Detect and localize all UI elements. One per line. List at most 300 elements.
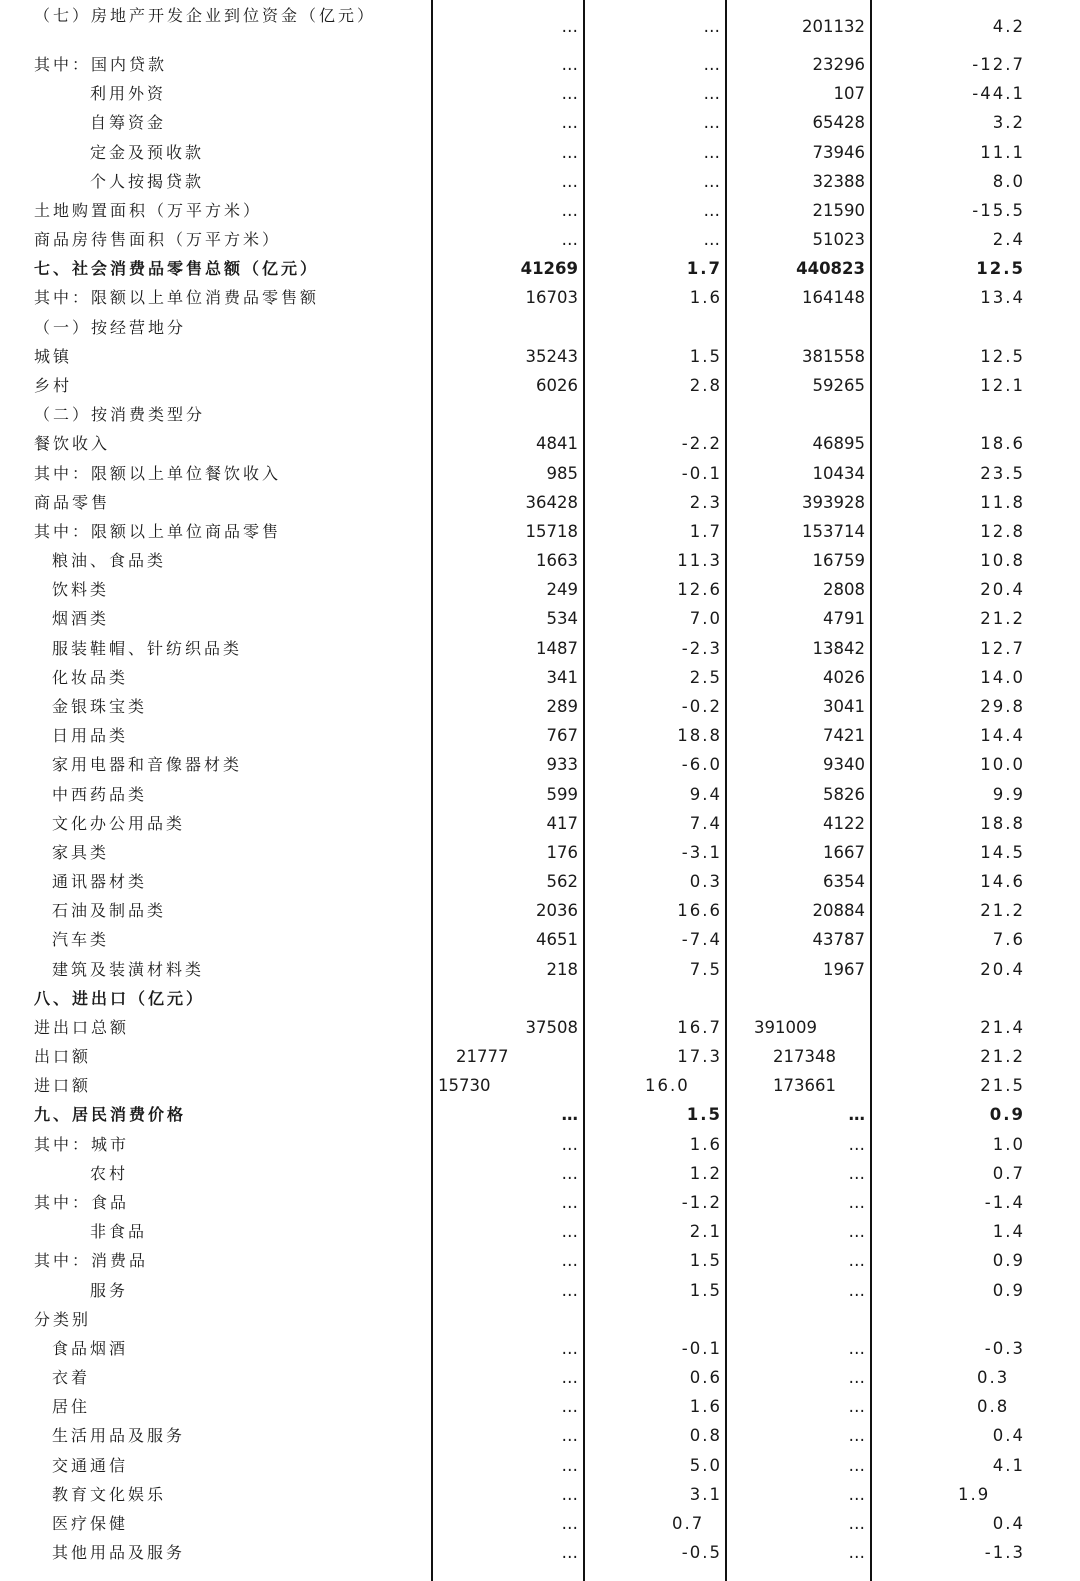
value-cumulative: 201132: [802, 17, 865, 36]
value-cumulative: 1967: [823, 959, 865, 979]
value-cumulative: 32388: [812, 171, 865, 191]
growth-cumulative: 0.9: [992, 1251, 1025, 1271]
value-current-month: 4651: [536, 930, 578, 950]
table-row: [0, 1451, 1080, 1480]
growth-current-month: 1.6: [689, 1134, 722, 1154]
value-cumulative: 3041: [823, 696, 865, 716]
value-current-month: 417: [546, 813, 578, 833]
row-label: 非食品: [90, 1222, 148, 1242]
row-label: 进口额: [34, 1076, 92, 1096]
growth-current-month: -2.3: [681, 638, 722, 658]
value-cumulative: …: [848, 1455, 865, 1475]
table-row: [0, 750, 1080, 779]
row-label: 其中：食品: [34, 1193, 130, 1213]
value-cumulative: 173661: [773, 1076, 836, 1096]
value-current-month: 16703: [525, 288, 578, 308]
growth-cumulative: 8.0: [992, 171, 1025, 191]
growth-current-month: 1.5: [686, 1105, 722, 1125]
growth-current-month: …: [703, 230, 722, 250]
table-row: [0, 721, 1080, 750]
growth-current-month: -0.1: [681, 1338, 722, 1358]
growth-current-month: -0.1: [681, 463, 722, 483]
row-label: 烟酒类: [52, 609, 110, 629]
row-label: 商品房待售面积（万平方米）: [34, 230, 282, 250]
row-label: 九、居民消费价格: [34, 1105, 187, 1125]
row-label: 出口额: [34, 1047, 92, 1067]
row-label: 家用电器和音像器材类: [52, 755, 243, 775]
growth-cumulative: -1.4: [984, 1193, 1025, 1213]
table-row: [0, 1188, 1080, 1217]
row-label: 其他用品及服务: [52, 1543, 186, 1563]
row-label: 家具类: [52, 842, 110, 862]
row-label: 粮油、食品类: [52, 551, 167, 571]
value-cumulative: …: [848, 1163, 865, 1183]
value-current-month: …: [561, 1368, 578, 1388]
row-label: 餐饮收入: [34, 434, 111, 454]
growth-current-month: 1.6: [689, 288, 722, 308]
value-current-month: …: [561, 113, 578, 133]
value-cumulative: 1667: [823, 842, 865, 862]
value-current-month: 534: [546, 609, 578, 629]
row-label: 服装鞋帽、针纺织品类: [52, 638, 243, 658]
value-cumulative: …: [848, 1251, 865, 1271]
growth-cumulative: 10.8: [980, 551, 1025, 571]
growth-current-month: 2.8: [689, 375, 722, 395]
value-cumulative: 153714: [802, 521, 865, 541]
growth-cumulative: [885, 400, 1025, 429]
row-label: 农村: [90, 1163, 129, 1183]
table-row: [0, 167, 1080, 196]
value-cumulative: 4122: [823, 813, 865, 833]
table-row: [0, 1480, 1080, 1509]
row-label: 金银珠宝类: [52, 696, 148, 716]
value-current-month: 218: [546, 959, 578, 979]
table-row: [0, 604, 1080, 633]
growth-cumulative: -15.5: [972, 200, 1025, 220]
value-current-month: …: [561, 1338, 578, 1358]
table-row: [0, 838, 1080, 867]
row-label: 交通通信: [52, 1455, 129, 1475]
growth-cumulative: 23.5: [980, 463, 1025, 483]
value-cumulative: 107: [833, 84, 865, 104]
value-current-month: 35243: [525, 346, 578, 366]
table-row: [0, 1013, 1080, 1042]
value-current-month: [438, 1305, 578, 1334]
value-current-month: 341: [546, 667, 578, 687]
growth-current-month: [592, 400, 722, 429]
value-current-month: 1487: [536, 638, 578, 658]
growth-cumulative: -44.1: [972, 84, 1025, 104]
growth-current-month: -7.4: [681, 930, 722, 950]
table-row: [0, 400, 1080, 429]
value-cumulative: …: [848, 1105, 865, 1125]
row-label: 其中：限额以上单位商品零售: [34, 521, 282, 541]
row-label: 其中：国内贷款: [34, 55, 168, 74]
growth-cumulative: 21.5: [980, 1076, 1025, 1096]
row-label: 其中：消费品: [34, 1251, 149, 1271]
growth-current-month: [592, 1305, 722, 1334]
growth-cumulative: 21.2: [980, 1047, 1025, 1067]
growth-cumulative: 4.2: [992, 17, 1025, 36]
table-row: [0, 517, 1080, 546]
value-current-month: [438, 984, 578, 1013]
value-current-month: …: [561, 1426, 578, 1446]
value-cumulative: 2808: [823, 580, 865, 600]
value-cumulative: 23296: [812, 55, 865, 74]
table-row: [0, 1276, 1080, 1305]
value-current-month: 562: [546, 872, 578, 892]
growth-cumulative: 9.9: [992, 784, 1025, 804]
value-current-month: …: [561, 171, 578, 191]
growth-current-month: 18.8: [677, 726, 722, 746]
row-label: 七、社会消费品零售总额（亿元）: [34, 259, 320, 279]
table-row: [0, 225, 1080, 254]
growth-cumulative: 0.9: [992, 1280, 1025, 1300]
table-row: [0, 488, 1080, 517]
value-current-month: …: [561, 1222, 578, 1242]
value-cumulative: 440823: [796, 259, 865, 279]
growth-current-month: 9.4: [689, 784, 722, 804]
value-cumulative: [735, 1305, 865, 1334]
growth-current-month: 12.6: [677, 580, 722, 600]
value-cumulative: 7421: [823, 726, 865, 746]
value-current-month: 15730: [438, 1076, 491, 1096]
growth-current-month: -0.2: [681, 696, 722, 716]
growth-current-month: 0.8: [689, 1426, 722, 1446]
value-current-month: 767: [546, 726, 578, 746]
growth-cumulative: -12.7: [972, 55, 1025, 74]
growth-cumulative: 1.0: [992, 1134, 1025, 1154]
value-cumulative: 9340: [823, 755, 865, 775]
value-cumulative: 6354: [823, 872, 865, 892]
value-cumulative: …: [848, 1543, 865, 1563]
row-label: 文化办公用品类: [52, 813, 186, 833]
growth-current-month: 1.2: [689, 1163, 722, 1183]
value-current-month: …: [561, 142, 578, 162]
row-label: 乡村: [34, 375, 73, 395]
row-label: 生活用品及服务: [52, 1426, 186, 1446]
growth-cumulative: 20.4: [980, 959, 1025, 979]
growth-current-month: 2.3: [689, 492, 722, 512]
growth-current-month: 1.5: [689, 1251, 722, 1271]
table-row: [0, 283, 1080, 312]
growth-current-month: 5.0: [689, 1455, 722, 1475]
value-cumulative: 73946: [812, 142, 865, 162]
value-current-month: 36428: [525, 492, 578, 512]
value-cumulative: …: [848, 1134, 865, 1154]
growth-cumulative: 1.9: [958, 1484, 991, 1504]
growth-cumulative: 12.5: [976, 259, 1025, 279]
growth-cumulative: 18.8: [980, 813, 1025, 833]
growth-current-month: 2.1: [689, 1222, 722, 1242]
growth-current-month: -6.0: [681, 755, 722, 775]
value-cumulative: 5826: [823, 784, 865, 804]
growth-cumulative: [885, 984, 1025, 1013]
growth-cumulative: 0.4: [992, 1426, 1025, 1446]
row-label: 汽车类: [52, 930, 110, 950]
growth-current-month: [592, 984, 722, 1013]
growth-current-month: -2.2: [681, 434, 722, 454]
growth-current-month: 1.5: [689, 346, 722, 366]
row-label: （二）按消费类型分: [34, 405, 206, 425]
growth-current-month: 1.7: [689, 521, 722, 541]
table-row: [0, 1130, 1080, 1159]
table-row: [0, 809, 1080, 838]
table-row: [0, 546, 1080, 575]
value-cumulative: 21590: [812, 200, 865, 220]
growth-current-month: …: [703, 142, 722, 162]
value-cumulative: 65428: [812, 113, 865, 133]
growth-current-month: 16.6: [677, 901, 722, 921]
growth-cumulative: -0.3: [984, 1338, 1025, 1358]
table-row: [0, 955, 1080, 984]
row-label: 商品零售: [34, 492, 111, 512]
growth-current-month: …: [703, 171, 722, 191]
table-row: [0, 1421, 1080, 1450]
value-current-month: …: [561, 1543, 578, 1563]
growth-current-month: 7.4: [689, 813, 722, 833]
row-label: 居住: [52, 1397, 91, 1417]
growth-cumulative: 0.8: [977, 1397, 1010, 1417]
growth-cumulative: 12.8: [980, 521, 1025, 541]
growth-cumulative: 0.4: [992, 1514, 1025, 1533]
value-current-month: [438, 313, 578, 342]
row-label: 个人按揭贷款: [90, 171, 205, 191]
table-row: [0, 780, 1080, 809]
growth-cumulative: 18.6: [980, 434, 1025, 454]
value-cumulative: …: [848, 1193, 865, 1213]
row-label: 定金及预收款: [90, 142, 205, 162]
value-cumulative: …: [848, 1222, 865, 1242]
value-cumulative: 217348: [773, 1047, 836, 1067]
value-cumulative: …: [848, 1514, 865, 1533]
growth-current-month: …: [703, 113, 722, 133]
value-cumulative: …: [848, 1426, 865, 1446]
row-label: 日用品类: [52, 726, 129, 746]
growth-cumulative: 14.4: [980, 726, 1025, 746]
growth-current-month: 1.6: [689, 1397, 722, 1417]
value-current-month: …: [561, 230, 578, 250]
value-cumulative: 13842: [812, 638, 865, 658]
table-row: [0, 1363, 1080, 1392]
growth-cumulative: 1.4: [992, 1222, 1025, 1242]
table-row: [0, 634, 1080, 663]
table-row: [0, 50, 1080, 79]
value-cumulative: [735, 400, 865, 429]
value-current-month: …: [561, 1514, 578, 1533]
row-label: 衣着: [52, 1368, 91, 1388]
value-cumulative: [735, 984, 865, 1013]
growth-cumulative: [885, 1305, 1025, 1334]
table-row: [0, 1100, 1080, 1129]
growth-current-month: -1.2: [681, 1193, 722, 1213]
table-row: [0, 1334, 1080, 1363]
growth-current-month: …: [703, 17, 722, 36]
growth-cumulative: 14.6: [980, 872, 1025, 892]
value-cumulative: 164148: [802, 288, 865, 308]
growth-cumulative: 21.2: [980, 609, 1025, 629]
growth-current-month: 2.5: [689, 667, 722, 687]
value-cumulative: …: [848, 1484, 865, 1504]
table-row: [0, 2, 1080, 52]
value-current-month: …: [561, 55, 578, 74]
growth-current-month: 3.1: [689, 1484, 722, 1504]
value-cumulative: …: [848, 1368, 865, 1388]
row-label: 中西药品类: [52, 784, 148, 804]
growth-cumulative: 11.8: [980, 492, 1025, 512]
table-row: [0, 108, 1080, 137]
growth-cumulative: 11.1: [980, 142, 1025, 162]
table-row: [0, 313, 1080, 342]
table-row: [0, 459, 1080, 488]
value-cumulative: 20884: [812, 901, 865, 921]
row-label: 土地购置面积（万平方米）: [34, 200, 263, 220]
table-row: [0, 196, 1080, 225]
growth-cumulative: 10.0: [980, 755, 1025, 775]
growth-cumulative: 0.9: [989, 1105, 1025, 1125]
growth-cumulative: 12.5: [980, 346, 1025, 366]
growth-cumulative: 14.0: [980, 667, 1025, 687]
value-cumulative: …: [848, 1338, 865, 1358]
table-row: [0, 1392, 1080, 1421]
row-label: 其中：城市: [34, 1134, 130, 1154]
table-row: [0, 1538, 1080, 1567]
growth-cumulative: -1.3: [984, 1543, 1025, 1563]
growth-cumulative: 20.4: [980, 580, 1025, 600]
table-row: [0, 1159, 1080, 1188]
growth-current-month: -0.5: [681, 1543, 722, 1563]
row-label: 医疗保健: [52, 1514, 129, 1533]
value-current-month: 2036: [536, 901, 578, 921]
growth-cumulative: 12.1: [980, 375, 1025, 395]
value-current-month: …: [561, 1134, 578, 1154]
row-label: 饮料类: [52, 580, 110, 600]
value-current-month: 41269: [520, 259, 578, 279]
growth-cumulative: 13.4: [980, 288, 1025, 308]
value-current-month: 599: [546, 784, 578, 804]
table-row: [0, 138, 1080, 167]
growth-current-month: 16.0: [645, 1076, 690, 1096]
value-current-month: 176: [546, 842, 578, 862]
growth-cumulative: 12.7: [980, 638, 1025, 658]
row-label: （七）房地产开发企业到位资金（亿元）: [34, 6, 377, 25]
growth-current-month: 17.3: [677, 1047, 722, 1067]
row-label: 分类别: [34, 1309, 92, 1329]
value-current-month: …: [561, 17, 578, 36]
growth-cumulative: 21.4: [980, 1017, 1025, 1037]
value-current-month: …: [561, 1105, 578, 1125]
table-row: [0, 663, 1080, 692]
row-label: （一）按经营地分: [34, 317, 187, 337]
value-cumulative: 10434: [812, 463, 865, 483]
value-cumulative: 16759: [812, 551, 865, 571]
table-row: [0, 254, 1080, 283]
value-current-month: …: [561, 1280, 578, 1300]
table-row: [0, 342, 1080, 371]
growth-cumulative: 2.4: [992, 230, 1025, 250]
growth-current-month: 16.7: [677, 1017, 722, 1037]
table-row: [0, 1246, 1080, 1275]
value-current-month: 985: [546, 463, 578, 483]
value-current-month: 6026: [536, 375, 578, 395]
value-current-month: …: [561, 1455, 578, 1475]
row-label: 教育文化娱乐: [52, 1484, 167, 1504]
value-cumulative: 391009: [754, 1017, 817, 1037]
growth-current-month: …: [703, 55, 722, 74]
value-cumulative: 59265: [812, 375, 865, 395]
growth-cumulative: 0.7: [992, 1163, 1025, 1183]
growth-current-month: 11.3: [677, 551, 722, 571]
value-current-month: …: [561, 1397, 578, 1417]
table-row: [0, 1071, 1080, 1100]
growth-current-month: 0.3: [689, 872, 722, 892]
value-current-month: …: [561, 1193, 578, 1213]
value-current-month: 15718: [525, 521, 578, 541]
value-current-month: 21777: [456, 1047, 509, 1067]
growth-cumulative: 3.2: [992, 113, 1025, 133]
growth-cumulative: 21.2: [980, 901, 1025, 921]
table-row: [0, 984, 1080, 1013]
value-current-month: …: [561, 84, 578, 104]
row-label: 八、进出口（亿元）: [34, 988, 206, 1008]
value-cumulative: …: [848, 1397, 865, 1417]
growth-current-month: 1.7: [686, 259, 722, 279]
growth-current-month: 0.7: [672, 1514, 705, 1533]
table-row: [0, 896, 1080, 925]
growth-current-month: [592, 313, 722, 342]
table-row: [0, 429, 1080, 458]
growth-current-month: …: [703, 200, 722, 220]
growth-cumulative: 29.8: [980, 696, 1025, 716]
row-label: 建筑及装潢材料类: [52, 959, 205, 979]
value-cumulative: 4791: [823, 609, 865, 629]
value-current-month: [438, 400, 578, 429]
growth-cumulative: 0.3: [977, 1368, 1010, 1388]
row-label: 通讯器材类: [52, 872, 148, 892]
growth-cumulative: 14.5: [980, 842, 1025, 862]
row-label: 进出口总额: [34, 1017, 130, 1037]
table-row: [0, 1305, 1080, 1334]
table-row: [0, 867, 1080, 896]
growth-cumulative: [885, 313, 1025, 342]
table-row: [0, 1042, 1080, 1071]
growth-current-month: 0.6: [689, 1368, 722, 1388]
table-row: [0, 925, 1080, 954]
growth-cumulative: 4.1: [992, 1455, 1025, 1475]
value-cumulative: [735, 313, 865, 342]
row-label: 其中：限额以上单位消费品零售额: [34, 288, 320, 308]
value-current-month: 1663: [536, 551, 578, 571]
value-current-month: 933: [546, 755, 578, 775]
row-label: 利用外资: [90, 84, 167, 104]
value-current-month: 249: [546, 580, 578, 600]
value-current-month: 37508: [525, 1017, 578, 1037]
value-current-month: …: [561, 200, 578, 220]
table-row: [0, 1509, 1080, 1538]
value-current-month: …: [561, 1251, 578, 1271]
value-current-month: …: [561, 1484, 578, 1504]
value-cumulative: 393928: [802, 492, 865, 512]
growth-cumulative: 7.6: [992, 930, 1025, 950]
value-cumulative: 46895: [812, 434, 865, 454]
table-row: [0, 1217, 1080, 1246]
value-cumulative: …: [848, 1280, 865, 1300]
table-row: [0, 371, 1080, 400]
row-label: 石油及制品类: [52, 901, 167, 921]
value-cumulative: 43787: [812, 930, 865, 950]
row-label: 服务: [90, 1280, 129, 1300]
value-cumulative: 4026: [823, 667, 865, 687]
